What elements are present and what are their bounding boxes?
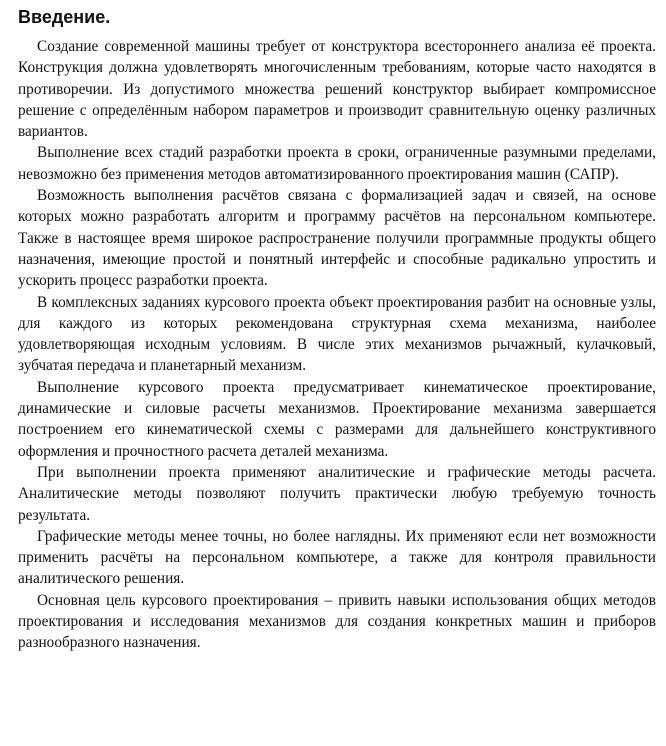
paragraph-4: В комплексных заданиях курсового проекта объект проектирования разбит на основные узлы, для каждого из которых рекомендована структурная схема механизма, наиболее удовлетворяющая исходным условиям. В числе этих механизмов рычажный, кулачковый, зубчатая передача и планетарный механизм.	[18, 293, 656, 375]
paragraph-6: При выполнении проекта применяют аналитические и графические методы расчета. Аналитические методы позволяют получить практически любую требуемую точность результата.	[18, 463, 656, 524]
paragraph-2: Выполнение всех стадий разработки проекта в сроки, ограниченные разумными пределами, невозможно без применения методов автоматизированного проектирования машин (САПР).	[18, 144, 656, 183]
paragraph-5: Выполнение курсового проекта предусматривает кинематическое проектирование, динамические и силовые расчеты механизмов. Проектирование механизма завершается построением его кинематической схемы с размерами для дальнейшего конструктивного оформления и прочностного расчета деталей механизма.	[18, 378, 656, 460]
paragraph-8: Основная цель курсового проектирования – привить навыки использования общих методов проектирования и исследования механизмов для создания конкретных машин и приборов разнообразного назначения.	[18, 591, 656, 652]
paragraph-7: Графические методы менее точны, но более наглядны. Их применяют если нет возможности применить расчёты на персональном компьютере, а также для контроля правильности аналитического решения.	[18, 527, 656, 588]
paragraph-1: Создание современной машины требует от конструктора всестороннего анализа её проекта. Конструкция должна удовлетворять многочисленным требованиям, которые часто находятся в противоречии. Из допустимого множества решений конструктор выбирает компромиссное решение с определённым набором параметров и производит сравнительную оценку различных вариантов.	[18, 38, 656, 141]
document-title: Введение.	[18, 7, 111, 27]
paragraph-3: Возможность выполнения расчётов связана с формализацией задач и связей, на основе которых можно разработать алгоритм и программу расчётов на персональном компьютере. Также в настоящее время широкое распространение получили программные продукты общего назначения, имеющие простой и понятный интерфейс и способные радикально упростить и ускорить процесс разработки проекта.	[18, 187, 656, 290]
